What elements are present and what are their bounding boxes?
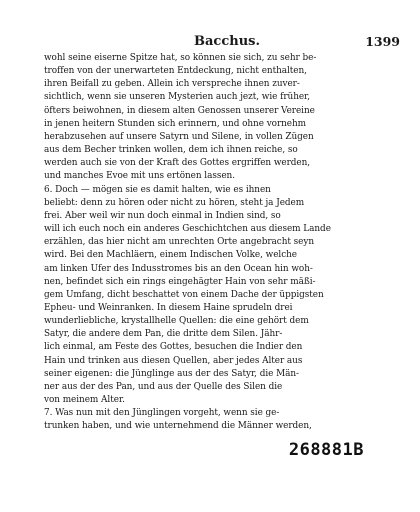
text-line: gem Umfang, dicht beschattet von einem Dache der üppigsten xyxy=(44,289,324,300)
library-stamp: 268881B xyxy=(288,439,364,460)
text-line: und manches Evoe mit uns ertönen lassen. xyxy=(44,171,235,182)
text-line: Epheu- und Weinranken. In diesem Haine sprudeln drei xyxy=(44,302,293,313)
text-line: lich einmal, am Feste des Gottes, besuchen die Indier den xyxy=(44,342,303,353)
text-line: in jenen heitern Stunden sich erinnern, und ohne vornehm xyxy=(44,118,307,129)
page-header xyxy=(44,34,406,50)
text-line: wohl seine eiserne Spitze hat, so können sie sich, zu sehr be- xyxy=(44,53,317,63)
text-line: ihren Beifall zu geben. Allein ich verspreche ihnen zuver- xyxy=(44,79,300,90)
text-line: seiner eigenen: die Jünglinge aus der des Satyr, die Män- xyxy=(44,368,299,379)
text-line: sichtlich, wenn sie unseren Mysterien auch jezt, wie früher, xyxy=(44,92,311,103)
text-line: frei. Aber weil wir nun doch einmal in Indien sind, so xyxy=(44,210,281,221)
stamp-row xyxy=(44,438,406,460)
text-line: Hain und trinken aus diesen Quellen, aber jedes Alter aus xyxy=(44,355,303,366)
text-line: werden auch sie von der Kraft des Gottes ergriffen werden, xyxy=(44,158,311,169)
text-line: von meinem Alter. xyxy=(44,395,125,406)
running-head: Bacchus. xyxy=(194,34,260,49)
page-number: 1399 xyxy=(365,34,400,49)
text-line: öfters beiwohnen, in diesem alten Genossen unserer Vereine xyxy=(44,105,315,116)
text-line: 6. Doch — mögen sie es damit halten, wie es ihnen xyxy=(44,184,271,195)
text-line: wird. Bei den Machläern, einem Indischen Volke, welche xyxy=(44,250,297,261)
text-line: Satyr, die andere dem Pan, die dritte dem Silen. Jähr- xyxy=(44,329,283,340)
text-line: am linken Ufer des Indusstromes bis an den Ocean hin woh- xyxy=(44,263,313,274)
text-line: herabzusehen auf unsere Satyrn und Silene, in vollen Zügen xyxy=(44,131,314,142)
text-line: troffen von der unerwarteten Entdeckung, nicht enthalten, xyxy=(44,66,307,77)
text-line: beliebt: denn zu hören oder nicht zu hören, steht ja Jedem xyxy=(44,197,305,208)
text-line: nen, befindet sich ein rings eingehägter Hain von sehr mäßi- xyxy=(44,276,316,287)
text-line: 7. Was nun mit den Jünglingen vorgeht, wenn sie ge- xyxy=(44,408,280,419)
text-line: ner aus der des Pan, und aus der Quelle des Silen die xyxy=(44,381,283,392)
text-line: wunderliebliche, krystallhelle Quellen: die eine gehört dem xyxy=(44,316,309,327)
text-line: erzählen, das hier nicht am unrechten Orte angebracht seyn xyxy=(44,237,314,248)
text-line: aus dem Becher trinken wollen, dem ich ihnen reiche, so xyxy=(44,145,298,156)
body-text xyxy=(44,52,406,434)
text-line: will ich euch noch ein anderes Geschichtchen aus diesem Lande xyxy=(44,224,331,235)
text-line: trunken haben, und wie unternehmend die Männer werden, xyxy=(44,421,312,432)
